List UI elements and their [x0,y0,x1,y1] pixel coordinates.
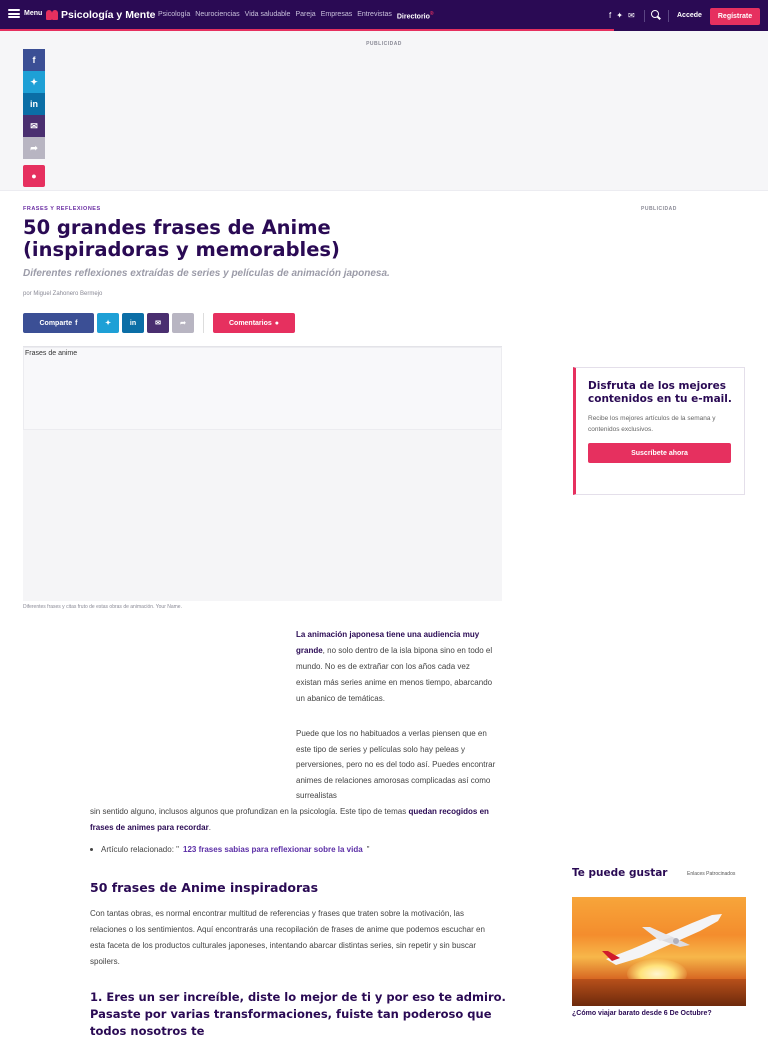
related-article-link[interactable]: 123 frases sabias para reflexionar sobre la vida [183,845,363,854]
search-icon[interactable] [651,10,661,20]
comments-label: Comentarios [228,319,272,327]
email-share-button[interactable] [147,313,169,333]
newsletter-title: Disfruta de los mejores contenidos en tu e-mail. [588,380,732,405]
mail-icon[interactable]: ✉ [627,11,635,20]
nav-link-neurociencias[interactable]: Neurociencias [195,11,240,18]
top-ad-banner [0,31,768,191]
image-placeholder [23,347,502,430]
related-suffix: " [366,845,370,854]
paragraph-2-continued [90,804,498,836]
share-row [23,313,295,333]
linkedin-icon: in [129,319,137,327]
paragraph-3: Con tantas obras, es normal encontrar multitud de referencias y frases que traten sobre la motivación, las relaciones o los sentimientos. Aquí encontrarás una recopilación de frases de anime que podemos escuchar en esta faceta de los productos culturales japoneses, intentando abarcar distintas series, sin repetir y sin buscar spoilers. [90,909,485,966]
more-share-button[interactable] [172,313,194,333]
article-byline[interactable]: por Miguel Zahonero Bermejo [23,291,103,297]
twitter-share-button[interactable] [97,313,119,333]
mail-icon: ✉ [155,320,161,327]
divider [668,10,669,22]
article-category[interactable]: FRASES Y REFLEXIONES [23,206,101,212]
twitter-icon[interactable]: ✦ [23,71,45,93]
nav-link-entrevistas[interactable]: Entrevistas [357,11,392,18]
menu-button[interactable] [8,9,42,18]
paragraph-2-end: . [208,823,211,832]
sponsored-label[interactable]: Enlaces Patrocinados [687,871,736,877]
intro-highlight: La animación japonesa tiene una audiencia muy grande [296,630,480,655]
brand-name: Psicología y Mente [61,9,156,21]
main-nav [158,11,434,20]
facebook-icon: f [75,319,78,327]
top-social-links [609,11,635,20]
share-icon[interactable]: ➦ [23,137,45,159]
divider [644,10,645,22]
facebook-icon[interactable]: f [23,49,45,71]
sidebar-ad-label: PUBLICIDAD [641,206,677,212]
comment-icon: ● [274,319,280,327]
menu-label: Menu [24,10,43,17]
paragraph-2-text: sin sentido alguno, inclusos algunos que profundizan en la psicología. Este tipo de temas [90,807,407,816]
linkedin-share-button[interactable] [122,313,144,333]
article-title: 50 grandes frases de Anime (inspiradoras y memorables) [23,216,340,261]
nav-link-vida-saludable[interactable]: Vida saludable [244,11,291,18]
newsletter-text: Recibe los mejores artículos de la semana y contenidos exclusivos. [588,415,716,433]
comments-button[interactable] [213,313,295,333]
ad-label: PUBLICIDAD [366,41,402,47]
section-heading: 50 frases de Anime inspiradoras [90,880,319,895]
facebook-share-button[interactable] [23,313,94,333]
article-subtitle: Diferentes reflexiones extraídas de series y películas de animación japonesa. [23,268,390,279]
comment-icon[interactable]: ● [23,165,45,187]
subscribe-button[interactable]: Suscríbete ahora [588,443,731,463]
paragraph-intro [296,627,496,707]
share-label: Comparte [39,319,73,327]
paragraph-2-highlight: quedan recogidos en frases de animes para recordar [90,807,489,832]
mail-icon[interactable]: ✉ [23,115,45,137]
site-logo[interactable] [46,9,156,21]
related-article [90,845,370,854]
hamburger-icon [8,9,20,18]
divider [203,313,204,333]
nav-link-empresas[interactable]: Empresas [320,11,353,18]
bullet-icon [90,848,93,851]
brain-logo-icon [46,9,58,21]
paragraph-2: Puede que los no habituados a verlas piensen que en este tipo de series y películas solo hay peleas y perversiones, pero no es del todo así. Puedes encontrar animes de relaciones amorosas complicadas así como surrealistas [296,729,496,800]
sponsored-title: Te puede gustar [572,867,668,879]
directorio-mark: ® [429,11,434,17]
nav-link-psicologia[interactable]: Psicología [158,11,191,18]
newsletter-card [573,367,745,495]
article-hero-image [23,346,502,601]
facebook-icon[interactable]: f [609,11,612,20]
register-button[interactable]: Regístrate [710,8,760,25]
quote-heading-1: 1. Eres un ser increíble, diste lo mejor de ti y por eso te admiro. Pasaste por varias transformaciones, fuiste tan poderoso que todos nosotros te [90,990,506,1038]
airplane-image [572,897,746,1006]
related-prefix: Artículo relacionado: " [101,845,179,854]
twitter-icon[interactable]: ✦ [616,11,623,20]
intro-text: , no solo dentro de la isla bipona sino en todo el mundo. No es de extrañar con los años cada vez existan más series anime en menos tiempo, abarcando un abanico de temáticas. [296,646,493,703]
image-alt-text: Frases de anime [25,350,78,357]
linkedin-icon[interactable]: in [23,93,45,115]
directorio-label: Directorio [396,13,430,21]
twitter-icon: ✦ [105,320,111,327]
nav-link-pareja[interactable]: Pareja [295,11,316,18]
sponsored-image[interactable] [572,897,746,1006]
sponsored-caption[interactable]: ¿Cómo viajar barato desde 6 De Octubre? [572,1010,712,1017]
share-icon: ➦ [180,320,186,327]
login-link[interactable]: Accede [677,12,702,19]
image-caption: Diferentes frases y citas fruto de estas obras de animación. Your Name. [23,604,182,610]
nav-link-directorio[interactable] [397,11,434,20]
floating-share-bar [23,49,45,187]
